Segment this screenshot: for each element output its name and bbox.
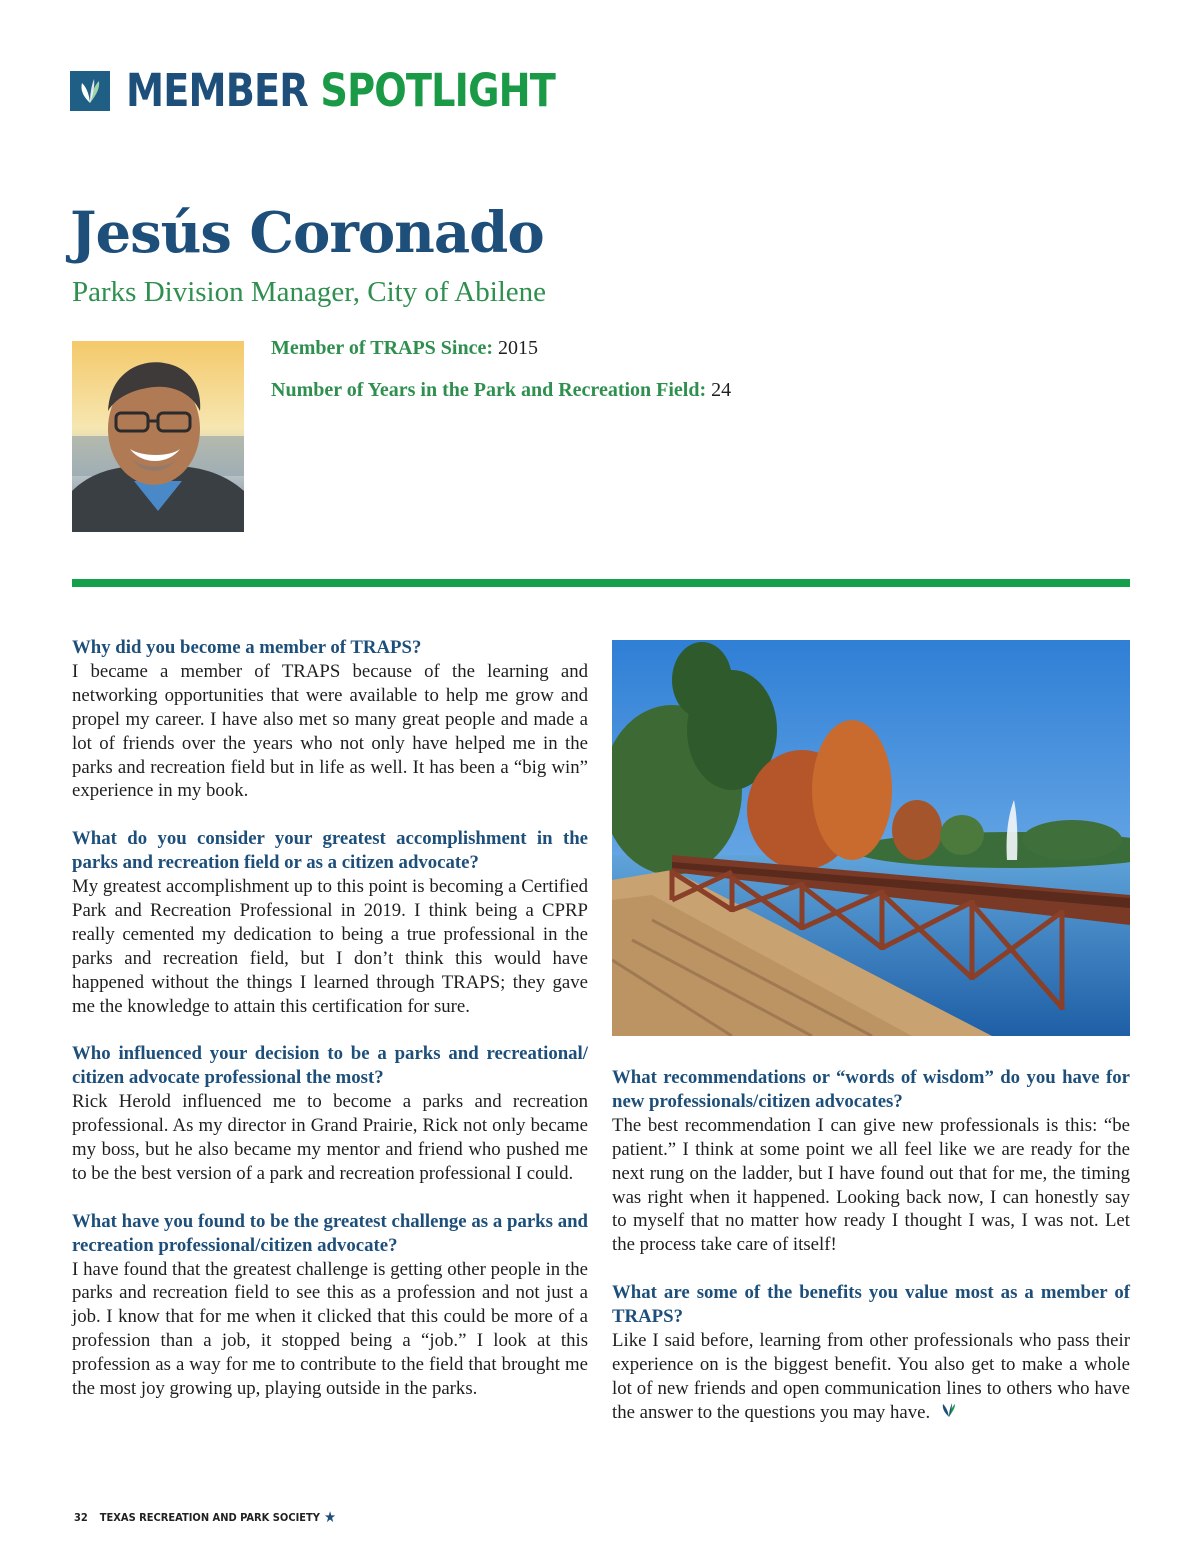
- years-in-field: [271, 379, 731, 402]
- question: What are some of the benefits you value most as a member of TRAPS?: [612, 1282, 1130, 1328]
- title-word-spotlight: SPOTLIGHT: [320, 64, 556, 117]
- page-number: 32: [74, 1510, 88, 1524]
- park-bridge-photo: [612, 640, 1130, 1036]
- section-header: [70, 66, 631, 116]
- member-since: [271, 337, 538, 360]
- star-icon: ★: [323, 1508, 337, 1526]
- qa-block: [72, 1210, 588, 1401]
- answer: I became a member of TRAPS because of the learning and networking opportunities that were available to help me grow and propel my career. I have also met so many great people and made a lot of friends over the years who not only have helped me in the parks and recreation field but in life as well. It has been a “big win” experience in my book.: [72, 660, 588, 802]
- years-label: Number of Years in the Park and Recreation Field:: [271, 379, 707, 401]
- page-footer: [74, 1508, 336, 1526]
- question: Who influenced your decision to be a parks and recreational/ citizen advocate professional the most?: [72, 1043, 588, 1089]
- spotlight-title: [126, 66, 555, 116]
- question: What have you found to be the greatest challenge as a parks and recreation professional/citizen advocate?: [72, 1210, 588, 1256]
- question: Why did you become a member of TRAPS?: [72, 637, 422, 658]
- qa-block: [72, 1042, 588, 1185]
- publication-name: TEXAS RECREATION AND PARK SOCIETY: [99, 1510, 320, 1524]
- qa-block: [72, 827, 588, 1018]
- member-portrait: [72, 341, 244, 532]
- question: What recommendations or “words of wisdom” do you have for new professionals/citizen advocates?: [612, 1067, 1130, 1112]
- title-word-member: MEMBER: [126, 64, 308, 117]
- answer: My greatest accomplishment up to this point is becoming a Certified Park and Recreation Professional in 2019. I think being a CPRP really cemented my dedication to being a true professional in the parks and recreation field, but I don’t think this would have happened without the things I learned through TRAPS; they gave me the knowledge to attain this certification for sure.: [72, 876, 588, 1017]
- interview-left-column: [72, 636, 588, 1425]
- qa-block: [612, 1281, 1130, 1425]
- years-value: 24: [711, 379, 732, 401]
- answer: Like I said before, learning from other professionals who pass their experience on is the biggest benefit. You also get to make a whole lot of new friends and open communication lines to others who have the answer to the questions you may have.: [612, 1329, 1130, 1423]
- answer: I have found that the greatest challenge is getting other people in the parks and recreation field to see this as a profession and not just a job. I know that for me when it clicked that this could be more of a profession than a job, it stopped being a “job.” I look at this profession as a way for me to contribute to the field that brought me the most joy growing up, playing outside in the parks.: [72, 1258, 588, 1400]
- interview-right-column: [612, 1066, 1130, 1449]
- member-since-value: 2015: [498, 337, 539, 359]
- traps-logo-icon: [70, 71, 110, 111]
- green-divider: [72, 579, 1130, 587]
- question: What do you consider your greatest accomplishment in the parks and recreation field or as a citizen advocate?: [72, 828, 588, 874]
- member-name: Jesús Coronado: [70, 200, 544, 266]
- member-role: Parks Division Manager, City of Abilene: [72, 276, 547, 308]
- member-since-label: Member of TRAPS Since:: [271, 337, 494, 359]
- qa-block: [72, 636, 588, 803]
- traps-leaf-end-icon: [940, 1401, 958, 1425]
- answer-with-end-mark: [612, 1329, 1130, 1425]
- answer: The best recommendation I can give new professionals is this: “be patient.” I think at some point we all feel like we are ready for the next rung on the ladder, but I have found out that for me, the timing was right when it happened. Looking back now, I can honestly say to myself that no matter how ready I thought I was, I was not. Let the process take care of itself!: [612, 1114, 1130, 1256]
- qa-block: [612, 1066, 1130, 1257]
- answer: Rick Herold influenced me to become a parks and recreation professional. As my director in Grand Prairie, Rick not only became my boss, but he also became my mentor and friend who pushed me to be the best version of a park and recreation professional I could.: [72, 1091, 588, 1184]
